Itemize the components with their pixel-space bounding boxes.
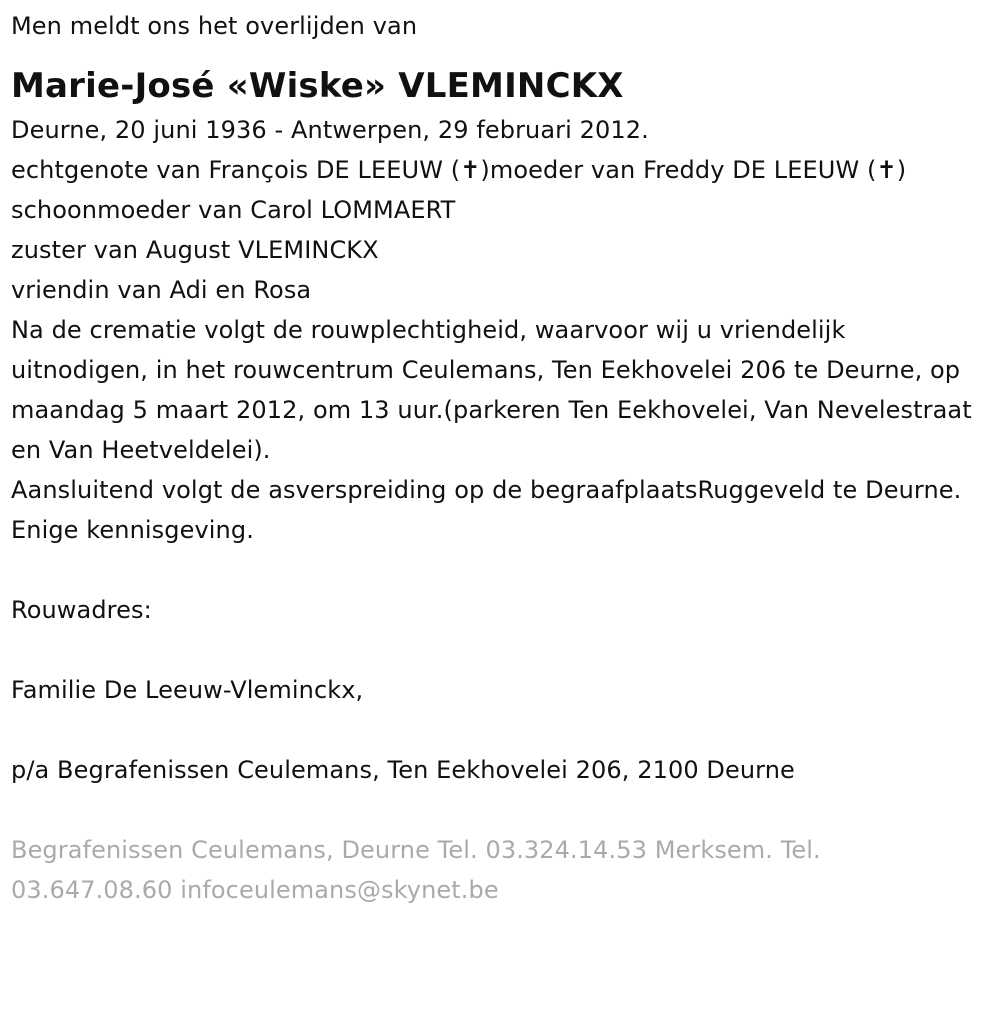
deceased-name: Marie-José «Wiske» VLEMINCKX xyxy=(11,66,624,106)
care-of-address: p/a Begrafenissen Ceulemans, Ten Eekhovelei 206, 2100 Deurne xyxy=(11,756,795,784)
ash-scattering-paragraph: Aansluitend volgt de asverspreiding op de begraafplaatsRuggeveld te Deurne. xyxy=(11,476,962,504)
friends-line: vriendin van Adi en Rosa xyxy=(11,276,312,304)
death-notice xyxy=(11,6,986,910)
family-name: Familie De Leeuw-Vleminckx, xyxy=(11,676,364,704)
sibling-line: zuster van August VLEMINCKX xyxy=(11,236,379,264)
spacer xyxy=(11,710,986,750)
ceremony-paragraph: Na de crematie volgt de rouwplechtigheid, waarvoor wij u vriendelijk uitnodigen, in het rouwcentrum Ceulemans, Ten Eekhovelei 206 te Deurne, op maandag 5 maart 2012, om 13 uur.(parkeren Ten Eekhovelei, Van Nevelestraat en Van Heetveldelei). xyxy=(11,316,972,464)
daughter-in-law-line: schoonmoeder van Carol LOMMAERT xyxy=(11,196,456,224)
address-label: Rouwadres: xyxy=(11,596,152,624)
funeral-home-footer: Begrafenissen Ceulemans, Deurne Tel. 03.324.14.53 Merksem. Tel. 03.647.08.60 infoceulemans@skynet.be xyxy=(11,836,821,904)
spouse-and-child-line: echtgenote van François DE LEEUW (✝)moeder van Freddy DE LEEUW (✝) xyxy=(11,156,907,184)
spacer xyxy=(11,550,986,590)
notice-line: Enige kennisgeving. xyxy=(11,516,254,544)
spacer xyxy=(11,790,986,830)
intro-text: Men meldt ons het overlijden van xyxy=(11,12,418,40)
birth-death-dates: Deurne, 20 juni 1936 - Antwerpen, 29 februari 2012. xyxy=(11,116,649,144)
spacer xyxy=(11,630,986,670)
